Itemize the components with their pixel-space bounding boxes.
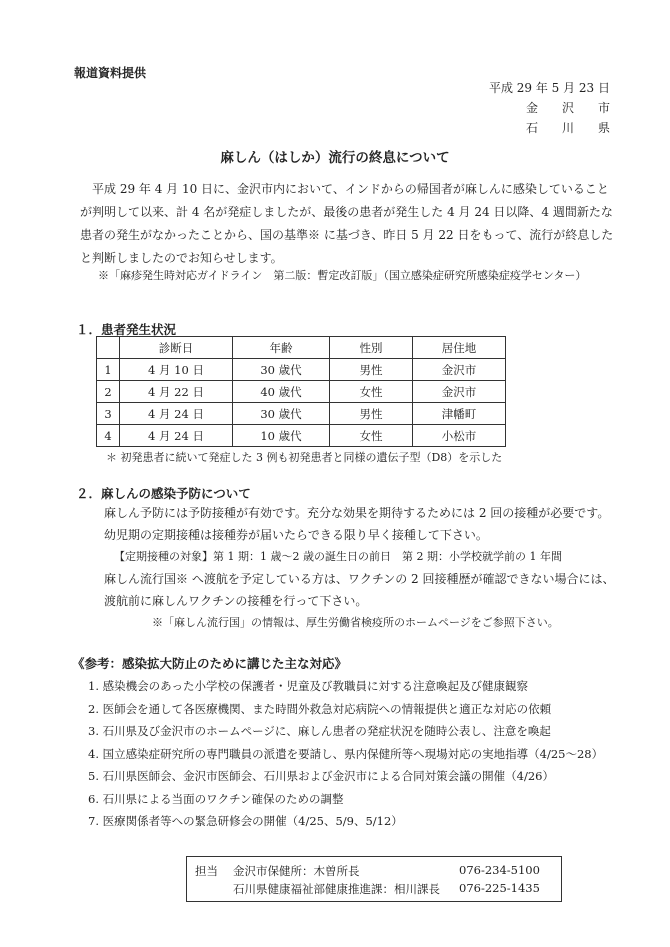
table-header-cell: [97, 337, 120, 359]
measures-list: [88, 675, 648, 833]
section1-heading: １．患者発生状況: [76, 322, 177, 337]
table-cell: 津幡町: [413, 403, 506, 425]
table-cell: 男性: [330, 403, 413, 425]
reference-heading: 《参考：感染拡大防止のために講じた主な対応》: [72, 656, 348, 671]
table-cell: 女性: [330, 425, 413, 447]
table-cell: 小松市: [413, 425, 506, 447]
contact-phone: 076-234-5100: [459, 863, 540, 877]
issue-date: 平成 29 年 5 月 23 日: [488, 81, 610, 95]
contact-label: 担当: [195, 864, 218, 878]
table-header-cell: 居住地: [413, 337, 506, 359]
section2-body: [104, 502, 624, 634]
section2-heading: ２．麻しんの感染予防について: [76, 486, 251, 501]
table-row: [97, 403, 506, 425]
table-cell: 男性: [330, 359, 413, 381]
table-cell: 10 歳代: [233, 425, 330, 447]
table-cell: 30 歳代: [233, 403, 330, 425]
genotype-note: ＊ 初発患者に続いて発症した 3 例も初発患者と同様の遺伝子型（D8）を示した: [106, 451, 503, 464]
list-item: 2. 医師会を通して各医療機関、また時間外救急対応病院への情報提供と適正な対応の依頼: [88, 701, 552, 716]
routine-schedule-line: 【定期接種の対象】第 1 期：1 歳～2 歳の誕生日の前日 第 2 期：小学校就学前の 1 年間: [114, 550, 562, 563]
table-cell: 40 歳代: [233, 381, 330, 403]
table-cell: 1: [97, 359, 120, 381]
table-cell: 4 月 10 日: [120, 359, 233, 381]
issuer-block: [489, 78, 610, 138]
list-item: 5. 石川県医師会、金沢市医師会、石川県および金沢市による合同対策会議の開催（4/26）: [88, 769, 554, 783]
table-cell: 金沢市: [413, 359, 506, 381]
press-release-label: 報道資料提供: [74, 66, 147, 80]
table-cell: 30 歳代: [233, 359, 330, 381]
table-header-cell: 性別: [330, 337, 413, 359]
travel-line: 渡航前に麻しんワクチンの接種を行って下さい。: [104, 594, 368, 608]
intro-text: [80, 178, 620, 270]
table-cell: 3: [97, 403, 120, 425]
patient-table: [96, 336, 506, 447]
table-header-cell: 年齢: [233, 337, 330, 359]
contact-person: 金沢市保健所：木曽所長: [233, 864, 360, 878]
table-cell: 2: [97, 381, 120, 403]
document-title: 麻しん（はしか）流行の終息について: [220, 150, 450, 166]
guideline-note: ※「麻疹発生時対応ガイドライン 第二版：暫定改訂版」（国立感染症研究所感染症疫学センター）: [98, 269, 587, 282]
intro-paragraph: 平成 29 年 4 月 10 日に、金沢市内において、インドからの帰国者が麻しんに感染していることが判明して以来、計 4 名が発症しましたが、最後の患者が発生した 4 月 24 日以降、4 週間新たな患者の発生がなかったことから、国の基準※ に基づき、昨日 5 月 22 日をもって、流行が終息したと判断しましたのでお知らせします。: [80, 182, 614, 265]
table-cell: 4: [97, 425, 120, 447]
list-item: 1. 感染機会のあった小学校の保護者・児童及び教職員に対する注意喚起及び健康観察: [88, 679, 529, 693]
quarantine-note: ※「麻しん流行国」の情報は、厚生労働省検疫所のホームページをご参照下さい。: [152, 616, 559, 629]
contact-box: [186, 856, 562, 902]
table-header-row: [97, 337, 506, 359]
issuer-prefecture: 石 川 県: [525, 121, 610, 135]
table-cell: 4 月 24 日: [120, 425, 233, 447]
prevention-line: 麻しん予防には予防接種が有効です。充分な効果を期待するためには 2 回の接種が必要です。: [104, 506, 610, 520]
list-item: 6. 石川県による当面のワクチン確保のための調整: [88, 791, 344, 806]
contact-phone: 076-225-1435: [459, 881, 540, 895]
table-header-cell: 診断日: [120, 337, 233, 359]
list-item: 3. 石川県及び金沢市のホームページに、麻しん患者の発症状況を随時公表し、注意を喚起: [88, 724, 551, 738]
list-item: 7. 医療関係者等への緊急研修会の開催（4/25、5/9、5/12）: [88, 814, 403, 828]
table-row: [97, 381, 506, 403]
prevention-line: 幼児期の定期接種は接種券が届いたらできる限り早く接種して下さい。: [104, 528, 488, 542]
table-row: [97, 359, 506, 381]
table-cell: 女性: [330, 381, 413, 403]
table-row: [97, 425, 506, 447]
table-cell: 4 月 22 日: [120, 381, 233, 403]
list-item: 4. 国立感染症研究所の専門職員の派遣を要請し、県内保健所等へ現場対応の実地指導（4/25～28）: [88, 746, 604, 761]
contact-person: 石川県健康福祉部健康推進課：相川課長: [233, 882, 440, 896]
table-cell: 金沢市: [413, 381, 506, 403]
travel-line: 麻しん流行国※ へ渡航を予定している方は、ワクチンの 2 回接種歴が確認できない場合には、: [104, 572, 615, 586]
table-cell: 4 月 24 日: [120, 403, 233, 425]
issuer-city: 金 沢 市: [525, 101, 610, 115]
